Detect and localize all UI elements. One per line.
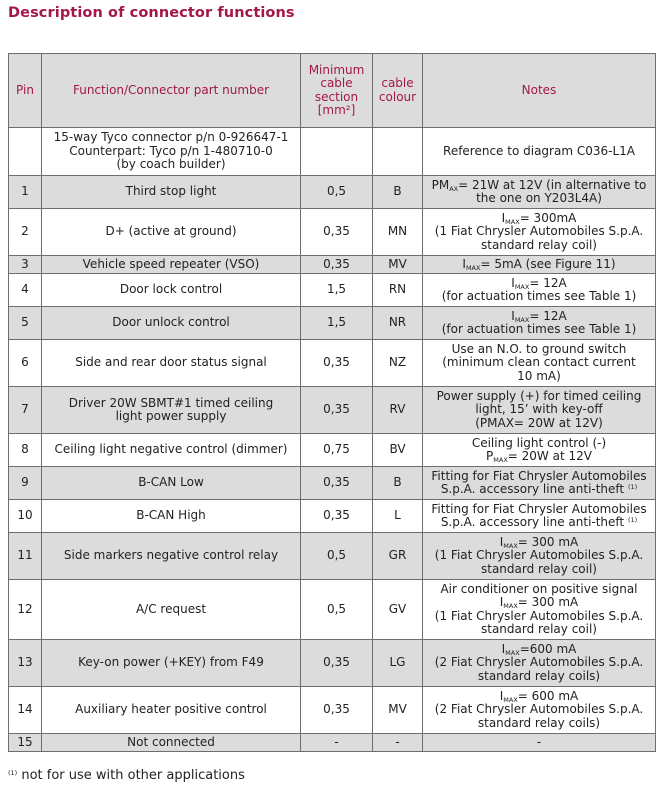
section-cell: 0,5	[301, 533, 373, 580]
section-cell: 0,5	[301, 176, 373, 209]
colour-cell: MV	[373, 687, 423, 734]
colour-cell: B	[373, 467, 423, 500]
header-function: Function/Connector part number	[42, 54, 301, 128]
table-row	[9, 687, 656, 734]
notes-pre: I	[499, 534, 504, 549]
table-row	[9, 307, 656, 340]
pin-cell: 6	[9, 340, 42, 387]
header-section: Minimum cable section [mm²]	[301, 54, 373, 128]
section-cell: 0,35	[301, 340, 373, 387]
notes-pre: Use an N.O. to ground switch (minimum clean contact current 10 mA)	[442, 341, 636, 383]
notes-pre: I	[501, 641, 506, 656]
pin-cell: 13	[9, 640, 42, 687]
notes-cell	[423, 687, 656, 734]
notes-pre: I	[511, 275, 515, 290]
footnote	[8, 768, 245, 783]
notes-pre: Fitting for Fiat Chrysler Automobiles S.p.A. accessory line anti-theft	[431, 468, 647, 496]
notes-sub: MAX	[514, 282, 530, 291]
connector-function: 15-way Tyco connector p/n 0-926647-1 Counterpart: Tyco p/n 1-480710-0 (by coach builder)	[42, 128, 301, 176]
footnote-text: not for use with other applications	[17, 768, 245, 783]
header-notes: Notes	[423, 54, 656, 128]
colour-cell: GV	[373, 580, 423, 640]
notes-post: = 600 mA (2 Fiat Chrysler Automobiles S.p.A. standard relay coils)	[434, 688, 644, 730]
notes-pre: I	[511, 308, 515, 323]
notes-post: =600 mA (2 Fiat Chrysler Automobiles S.p.A. standard relay coils)	[434, 641, 644, 683]
notes-post: = 20W at 12V	[507, 449, 592, 463]
section-cell: 1,5	[301, 274, 373, 307]
section-cell: -	[301, 734, 373, 752]
section-cell: 0,35	[301, 640, 373, 687]
notes-cell	[423, 274, 656, 307]
section-cell: 0,35	[301, 387, 373, 434]
notes-pre: Ceiling light control (-) P	[471, 435, 607, 463]
notes-pre: I	[499, 688, 504, 703]
table-row	[9, 274, 656, 307]
table-row	[9, 256, 656, 274]
function-cell: Not connected	[42, 734, 301, 752]
notes-sub: MAX	[505, 648, 520, 657]
colour-cell: GR	[373, 533, 423, 580]
table-row	[9, 176, 656, 209]
notes-sub: MAX	[465, 263, 481, 272]
notes-cell	[423, 387, 656, 434]
pin-cell: 12	[9, 580, 42, 640]
section-cell: 0,35	[301, 256, 373, 274]
section-cell: 0,75	[301, 434, 373, 467]
table-row	[9, 209, 656, 256]
colour-cell: NZ	[373, 340, 423, 387]
connector-notes: Reference to diagram C036-L1A	[423, 128, 656, 176]
table-row	[9, 500, 656, 533]
function-cell: D+ (active at ground)	[42, 209, 301, 256]
notes-post: = 300mA (1 Fiat Chrysler Automobiles S.p.A. standard relay coil)	[434, 210, 644, 252]
table-row	[9, 434, 656, 467]
colour-cell: -	[373, 734, 423, 752]
function-cell: Driver 20W SBMT#1 timed ceiling light power supply	[42, 387, 301, 434]
pin-cell: 11	[9, 533, 42, 580]
pin-cell: 3	[9, 256, 42, 274]
function-cell: Vehicle speed repeater (VSO)	[42, 256, 301, 274]
header-colour: cable colour	[373, 54, 423, 128]
notes-sub: MAX	[505, 217, 520, 226]
section-cell: 0,35	[301, 500, 373, 533]
notes-post: = 12A (for actuation times see Table 1)	[441, 308, 637, 336]
table-row	[9, 533, 656, 580]
function-cell: Auxiliary heater positive control	[42, 687, 301, 734]
pin-cell: 4	[9, 274, 42, 307]
notes-cell	[423, 640, 656, 687]
function-cell: Third stop light	[42, 176, 301, 209]
notes-sub: MAX	[503, 541, 518, 550]
notes-post: = 12A (for actuation times see Table 1)	[441, 275, 637, 303]
function-cell: Side and rear door status signal	[42, 340, 301, 387]
pin-cell: 7	[9, 387, 42, 434]
colour-cell: LG	[373, 640, 423, 687]
table-row	[9, 734, 656, 752]
notes-pre: I	[462, 256, 466, 271]
notes-cell	[423, 256, 656, 274]
table-row	[9, 640, 656, 687]
colour-cell: RV	[373, 387, 423, 434]
notes-cell	[423, 434, 656, 467]
function-cell: A/C request	[42, 580, 301, 640]
table-row	[9, 340, 656, 387]
section-cell: 1,5	[301, 307, 373, 340]
pin-cell: 2	[9, 209, 42, 256]
colour-cell: MN	[373, 209, 423, 256]
notes-post: = 300 mA (1 Fiat Chrysler Automobiles S.p.A. standard relay coil)	[434, 534, 644, 576]
page-title: Description of connector functions	[8, 5, 295, 21]
notes-pre: Air conditioner on positive signal I	[440, 581, 638, 610]
notes-post: = 21W at 12V (in alternative to the one on Y203L4A)	[458, 177, 647, 205]
notes-pre: -	[536, 734, 542, 749]
notes-sub: MAX	[503, 602, 518, 611]
pin-cell: 15	[9, 734, 42, 752]
function-cell: Side markers negative control relay	[42, 533, 301, 580]
colour-cell: RN	[373, 274, 423, 307]
notes-sup: (1)	[627, 483, 638, 491]
colour-cell: BV	[373, 434, 423, 467]
connector-colour-cell	[373, 128, 423, 176]
notes-cell	[423, 307, 656, 340]
notes-pre: PM	[431, 177, 450, 192]
pin-cell: 5	[9, 307, 42, 340]
notes-cell	[423, 533, 656, 580]
connector-row	[9, 128, 656, 176]
notes-sub: MAX	[493, 456, 508, 464]
notes-cell	[423, 467, 656, 500]
connector-functions-table	[8, 53, 656, 752]
notes-cell	[423, 734, 656, 752]
function-cell: Key-on power (+KEY) from F49	[42, 640, 301, 687]
notes-cell	[423, 176, 656, 209]
section-cell: 0,5	[301, 580, 373, 640]
function-cell: Ceiling light negative control (dimmer)	[42, 434, 301, 467]
notes-cell	[423, 340, 656, 387]
connector-pin-cell	[9, 128, 42, 176]
notes-sup: (1)	[627, 516, 638, 524]
notes-pre: Fitting for Fiat Chrysler Automobiles S.p.A. accessory line anti-theft	[431, 501, 647, 529]
colour-cell: MV	[373, 256, 423, 274]
notes-pre: I	[501, 210, 506, 225]
function-cell: B-CAN Low	[42, 467, 301, 500]
header-pin: Pin	[9, 54, 42, 128]
section-cell: 0,35	[301, 209, 373, 256]
pin-cell: 1	[9, 176, 42, 209]
pin-cell: 14	[9, 687, 42, 734]
pin-cell: 9	[9, 467, 42, 500]
function-cell: B-CAN High	[42, 500, 301, 533]
section-cell: 0,35	[301, 687, 373, 734]
table-row	[9, 580, 656, 640]
section-cell: 0,35	[301, 467, 373, 500]
colour-cell: L	[373, 500, 423, 533]
colour-cell: B	[373, 176, 423, 209]
notes-post: = 5mA (see Figure 11)	[480, 256, 616, 271]
table-header-row	[9, 54, 656, 128]
notes-cell	[423, 209, 656, 256]
pin-cell: 8	[9, 434, 42, 467]
connector-section-cell	[301, 128, 373, 176]
table-row	[9, 467, 656, 500]
footnote-mark: (1)	[8, 769, 18, 777]
notes-sub: AX	[449, 184, 459, 193]
table-row	[9, 387, 656, 434]
function-cell: Door unlock control	[42, 307, 301, 340]
notes-post: = 300 mA (1 Fiat Chrysler Automobiles S.p.A. standard relay coil)	[434, 595, 644, 636]
notes-sub: MAX	[503, 695, 518, 704]
colour-cell: NR	[373, 307, 423, 340]
notes-pre: Power supply (+) for timed ceiling light, 15’ with key-off (PMAX= 20W at 12V)	[436, 388, 642, 430]
pin-cell: 10	[9, 500, 42, 533]
notes-cell	[423, 580, 656, 640]
notes-cell	[423, 500, 656, 533]
function-cell: Door lock control	[42, 274, 301, 307]
notes-sub: MAX	[514, 315, 530, 324]
